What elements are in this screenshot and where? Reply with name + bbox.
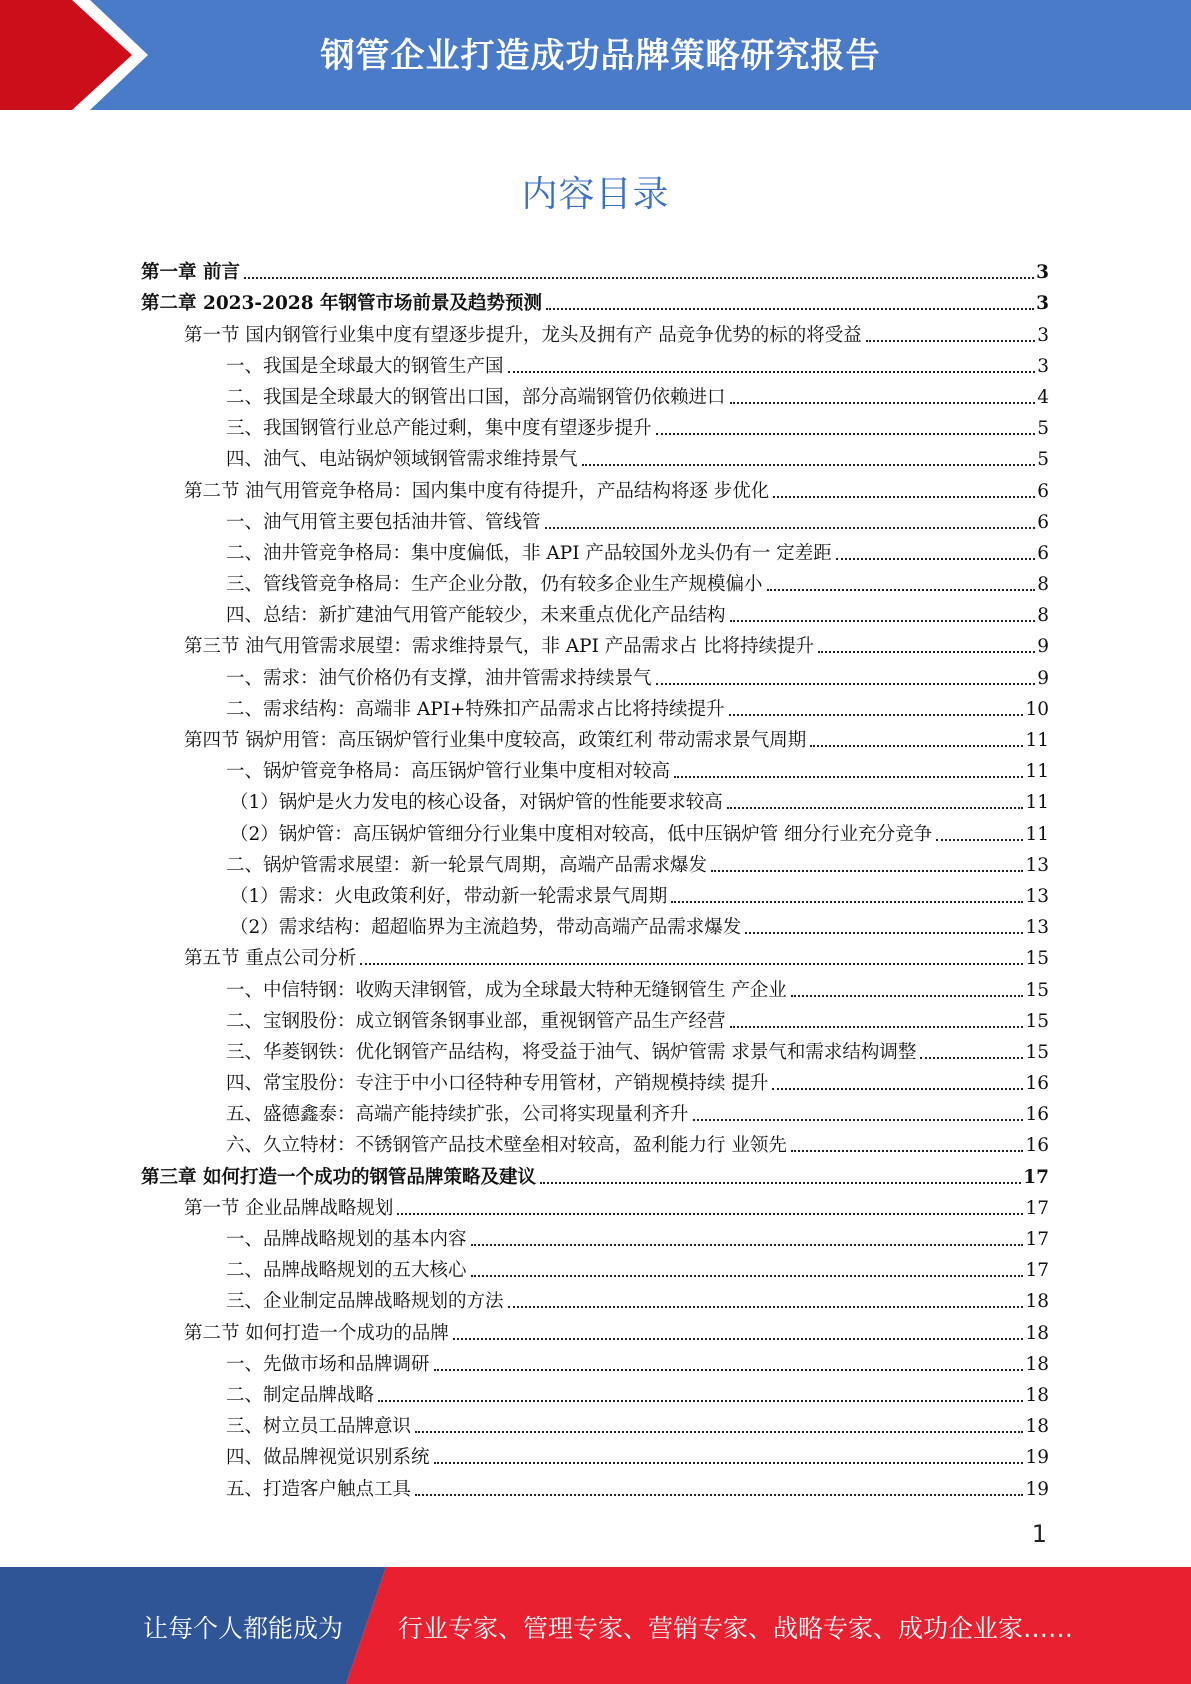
toc-dot-leader [730,1026,1024,1028]
toc-entry-page: 15 [1025,1041,1049,1063]
toc-dot-leader [773,496,1035,498]
toc-entry[interactable] [141,1096,1049,1127]
toc-entry-page: 8 [1037,605,1049,627]
toc-entry-title: 二、宝钢股份：成立钢管条钢事业部，重视钢管产品生产经营 [226,1010,726,1032]
toc-dot-leader [378,1400,1023,1402]
toc-entry-title: 第三章 如何打造一个成功的钢管品牌策略及建议 [141,1166,536,1188]
toc-entry-title: 二、油井管竞争格局：集中度偏低，非 API 产品较国外龙头仍有一 定差距 [226,542,832,564]
toc-entry-title: 第二章 2023-2028 年钢管市场前景及趋势预测 [141,293,543,315]
toc-dot-leader [397,1213,1023,1215]
toc-dot-leader [415,1494,1023,1496]
toc-entry-title: 一、品牌战略规划的基本内容 [226,1229,467,1250]
toc-entry-page: 16 [1025,1073,1049,1095]
toc-entry-title: 一、需求：油气价格仍有支撑，油井管需求持续景气 [226,667,652,689]
toc-dot-leader [656,433,1036,435]
toc-dot-leader [791,995,1024,997]
toc-entry-page: 8 [1037,574,1049,596]
toc-dot-leader [772,1088,1023,1090]
toc-entry[interactable] [141,1377,1049,1408]
toc-dot-leader [671,901,1023,903]
toc-entry[interactable] [141,535,1049,566]
toc-entry-page: 16 [1025,1104,1049,1126]
toc-entry-title: 二、我国是全球最大的钢管出口国，部分高端钢管仍依赖进口 [226,386,726,408]
toc-entry-title: 五、盛德鑫泰：高端产能持续扩张，公司将实现量利齐升 [226,1104,689,1126]
toc-entry[interactable] [141,348,1049,379]
toc-entry-page: 13 [1025,917,1049,939]
toc-entry-title: （1）需求：火电政策利好，带动新一轮需求景气周期 [230,885,668,907]
toc-dot-leader [810,745,1023,747]
toc-entry[interactable] [141,1190,1049,1221]
toc-dot-leader [767,589,1036,591]
toc-entry-title: 三、我国钢管行业总产能过剩，集中度有望逐步提升 [226,418,652,440]
toc-entry[interactable] [141,1314,1049,1345]
toc-entry[interactable] [141,878,1049,909]
toc-title: 内容目录 [521,174,670,215]
toc-entry[interactable] [141,659,1049,690]
toc-entry-title: 四、常宝股份：专注于中小口径特种专用管材，产销规模持续 提升 [226,1073,769,1095]
page-number: 1 [1031,1520,1047,1548]
toc-entry[interactable] [141,909,1049,940]
toc-dot-leader [791,1150,1024,1152]
toc-entry-page: 17 [1025,1229,1049,1250]
toc-dot-leader [866,340,1035,342]
toc-entry[interactable] [141,410,1049,441]
toc-entry[interactable] [141,971,1049,1002]
toc-entry-page: 18 [1025,1353,1049,1375]
toc-entry[interactable] [141,597,1049,628]
toc-entry-title: 一、我国是全球最大的钢管生产国 [226,355,504,377]
toc-dot-leader [730,402,1036,404]
toc-entry-title: 一、锅炉管竞争格局：高压锅炉管行业集中度相对较高 [226,761,671,783]
toc-dot-leader [745,932,1023,934]
toc-dot-leader [545,527,1036,529]
toc-dot-leader [711,870,1023,872]
toc-entry-page: 13 [1025,854,1049,876]
toc-entry-page: 11 [1025,761,1049,783]
toc-entry[interactable] [141,1346,1049,1377]
toc-entry[interactable] [141,472,1049,503]
toc-dot-leader [508,1306,1024,1308]
toc-entry[interactable] [141,285,1049,316]
toc-entry[interactable] [141,1439,1049,1470]
toc-entry[interactable] [141,1127,1049,1158]
toc-dot-leader [693,1119,1024,1121]
toc-entry[interactable] [141,1221,1049,1252]
toc-entry-title: 六、久立特材：不锈钢管产品技术壁垒相对较高，盈利能力行 业领先 [226,1135,787,1157]
toc-entry-title: 三、树立员工品牌意识 [226,1416,412,1438]
toc-dot-leader [582,464,1036,466]
toc-entry[interactable] [141,815,1049,846]
toc-entry[interactable] [141,1283,1049,1314]
footer-slogan-left: 让每个人都能成为 [143,1614,344,1643]
toc-entry[interactable] [141,504,1049,535]
toc-entry-title: 五、打造客户触点工具 [226,1478,412,1500]
toc-dot-leader [546,308,1034,310]
toc-dot-leader [674,776,1023,778]
toc-entry-page: 5 [1037,418,1049,440]
toc-entry-title: 三、华菱钢铁：优化钢管产品结构，将受益于油气、锅炉管需 求景气和需求结构调整 [226,1041,917,1063]
toc-entry[interactable] [141,784,1049,815]
toc-entry[interactable] [141,847,1049,878]
toc-entry-page: 19 [1025,1447,1049,1469]
toc-entry-title: 三、企业制定品牌战略规划的方法 [226,1291,504,1313]
toc-dot-leader [453,1338,1024,1340]
toc-dot-leader [244,277,1034,279]
toc-dot-leader [508,371,1036,373]
toc-entry-title: 一、油气用管主要包括油井管、管线管 [226,511,541,533]
toc-entry-title: 第一节 国内钢管行业集中度有望逐步提升，龙头及拥有产 品竞争优势的标的将受益 [184,324,862,346]
toc-dot-leader [360,963,1023,965]
toc-entry[interactable] [141,566,1049,597]
toc-dot-leader [415,1431,1023,1433]
toc-entry[interactable] [141,1034,1049,1065]
toc-dot-leader [656,683,1036,685]
report-header [0,0,1191,110]
toc-entry[interactable] [141,254,1049,285]
toc-entry-page: 6 [1037,480,1049,502]
toc-entry-title: （2）需求结构：超超临界为主流趋势，带动高端产品需求爆发 [230,917,742,939]
toc-entry[interactable] [141,1158,1049,1189]
toc-dot-leader [920,1057,1023,1059]
toc-entry-title: 第三节 油气用管需求展望：需求维持景气，非 API 产品需求占 比将持续提升 [184,636,815,658]
toc-entry-title: 四、油气、电站锅炉领域钢管需求维持景气 [226,449,578,471]
toc-entry-title: 三、管线管竞争格局：生产企业分散，仍有较多企业生产规模偏小 [226,574,763,596]
toc-entry[interactable] [141,691,1049,722]
toc-entry-title: 四、总结：新扩建油气用管产能较少，未来重点优化产品结构 [226,605,726,627]
toc-entry-title: 第一章 前言 [141,262,240,284]
toc-entry[interactable] [141,441,1049,472]
toc-entry-page: 11 [1025,792,1049,814]
toc-dot-leader [936,839,1023,841]
toc-entry-page: 17 [1025,1197,1049,1219]
toc-entry-title: 第四节 锅炉用管：高压锅炉管行业集中度较高，政策红利 带动需求景气周期 [184,730,807,751]
toc-dot-leader [471,1244,1024,1246]
toc-dot-leader [471,1275,1024,1277]
toc-entry-page: 18 [1025,1416,1049,1438]
report-title: 钢管企业打造成功品牌策略研究报告 [320,36,881,76]
toc-entry-title: 第二节 油气用管竞争格局：国内集中度有待提升，产品结构将逐 步优化 [184,480,770,502]
toc-entry[interactable] [141,722,1049,753]
toc-entry-page: 6 [1037,542,1049,564]
toc-entry-page: 18 [1025,1291,1049,1313]
toc-entry-page: 9 [1037,667,1049,689]
toc-entry[interactable] [141,1408,1049,1439]
toc-entry-title: （1）锅炉是火力发电的核心设备，对锅炉管的性能要求较高 [230,792,723,814]
toc-entry-page: 10 [1025,698,1049,720]
toc-entry[interactable] [141,316,1049,347]
toc-entry-title: 二、锅炉管需求展望：新一轮景气周期，高端产品需求爆发 [226,854,708,876]
toc-entry-title: （2）锅炉管：高压锅炉管细分行业集中度相对较高，低中压锅炉管 细分行业充分竞争 [230,823,933,845]
toc-entry-title: 第一节 企业品牌战略规划 [184,1197,394,1219]
toc-entry-page: 16 [1025,1135,1049,1157]
toc-entry-title: 二、需求结构：高端非 API+特殊扣产品需求占比将持续提升 [226,698,725,720]
toc-entry-page: 19 [1025,1478,1049,1500]
toc-entry-page: 4 [1037,386,1049,408]
toc-entry-page: 18 [1025,1322,1049,1344]
toc-entry-page: 9 [1037,636,1049,658]
toc-entry-title: 第五节 重点公司分析 [184,948,357,970]
toc-dot-leader [836,558,1035,560]
toc-entry-page: 17 [1025,1260,1049,1282]
toc-entry-title: 二、制定品牌战略 [226,1384,375,1406]
toc-entry-page: 3 [1037,324,1049,346]
table-of-contents [141,254,1049,1502]
toc-entry-title: 一、先做市场和品牌调研 [226,1353,430,1375]
toc-dot-leader [727,807,1024,809]
toc-entry[interactable] [141,1003,1049,1034]
toc-dot-leader [729,714,1024,716]
toc-entry-page: 15 [1025,1010,1049,1032]
toc-dot-leader [434,1462,1024,1464]
toc-entry-page: 15 [1025,979,1049,1001]
toc-entry-page: 13 [1025,885,1049,907]
toc-entry-title: 第二节 如何打造一个成功的品牌 [184,1322,449,1344]
toc-dot-leader [540,1182,1021,1184]
toc-entry[interactable] [141,1065,1049,1096]
toc-entry-title: 二、品牌战略规划的五大核心 [226,1260,467,1282]
toc-entry-page: 3 [1037,355,1049,377]
toc-entry-page: 3 [1036,262,1049,284]
toc-entry-page: 3 [1036,293,1049,315]
toc-entry-page: 15 [1025,948,1049,970]
toc-entry-title: 四、做品牌视觉识别系统 [226,1447,430,1469]
toc-dot-leader [434,1369,1024,1371]
toc-entry[interactable] [141,753,1049,784]
toc-entry-title: 一、中信特钢：收购天津钢管，成为全球最大特种无缝钢管生 产企业 [226,979,787,1001]
toc-entry[interactable] [141,379,1049,410]
toc-entry-page: 5 [1037,449,1049,471]
toc-entry-page: 18 [1025,1384,1049,1406]
toc-entry-page: 17 [1023,1166,1049,1188]
toc-dot-leader [730,620,1036,622]
toc-entry[interactable] [141,1252,1049,1283]
toc-entry-page: 6 [1037,511,1049,533]
toc-entry[interactable] [141,628,1049,659]
toc-entry-page: 11 [1025,730,1049,751]
footer-slogan-right: 行业专家、管理专家、营销专家、战略专家、成功企业家…… [398,1614,1074,1643]
toc-entry-page: 11 [1025,823,1049,845]
toc-entry[interactable] [141,1470,1049,1501]
page-footer [0,1567,1191,1684]
toc-entry[interactable] [141,940,1049,971]
toc-dot-leader [818,651,1035,653]
